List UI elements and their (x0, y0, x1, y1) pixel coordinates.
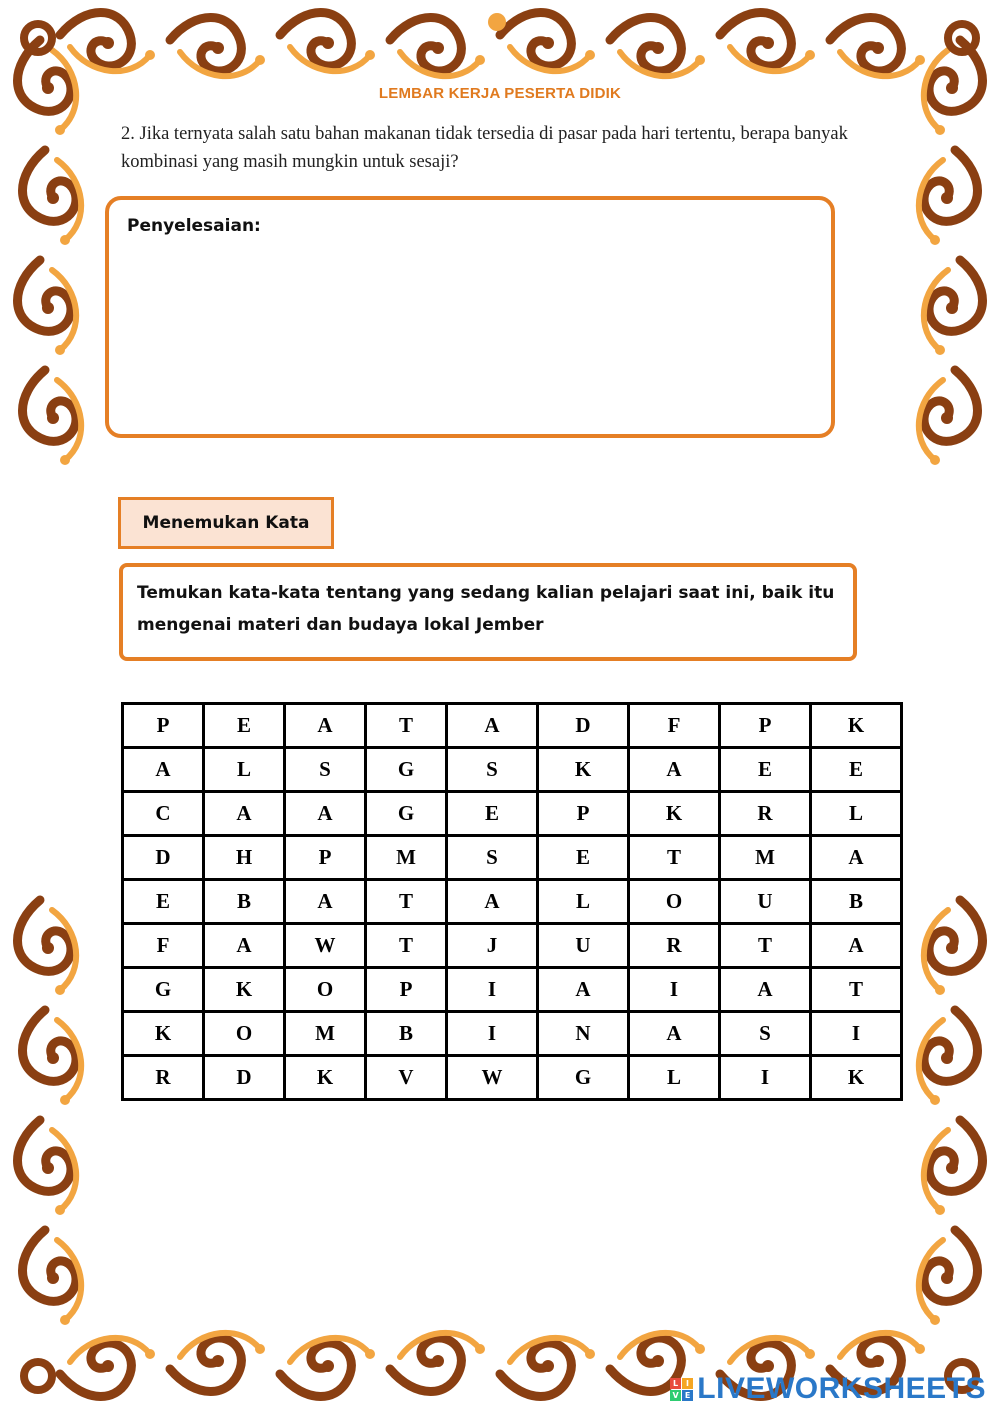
grid-cell[interactable]: K (123, 1012, 204, 1056)
grid-cell[interactable]: E (538, 836, 629, 880)
grid-cell[interactable]: A (538, 968, 629, 1012)
grid-row (123, 792, 902, 836)
grid-row (123, 924, 902, 968)
grid-cell[interactable]: G (366, 792, 447, 836)
worksheet-title: LEMBAR KERJA PESERTA DIDIK (378, 85, 622, 102)
grid-cell[interactable]: A (285, 880, 366, 924)
grid-cell[interactable]: F (123, 924, 204, 968)
grid-cell[interactable]: A (447, 880, 538, 924)
grid-cell[interactable]: E (811, 748, 902, 792)
grid-cell[interactable]: T (366, 924, 447, 968)
grid-cell[interactable]: R (720, 792, 811, 836)
grid-cell[interactable]: P (538, 792, 629, 836)
grid-cell[interactable]: P (285, 836, 366, 880)
grid-cell[interactable]: A (720, 968, 811, 1012)
grid-cell[interactable]: H (204, 836, 285, 880)
grid-cell[interactable]: E (123, 880, 204, 924)
grid-cell[interactable]: G (366, 748, 447, 792)
grid-cell[interactable]: K (204, 968, 285, 1012)
grid-cell[interactable]: A (204, 792, 285, 836)
grid-cell[interactable]: P (720, 704, 811, 748)
grid-row (123, 968, 902, 1012)
logo-square: E (682, 1390, 693, 1401)
grid-cell[interactable]: O (629, 880, 720, 924)
grid-cell[interactable]: A (629, 1012, 720, 1056)
grid-cell[interactable]: L (538, 880, 629, 924)
grid-cell[interactable]: A (811, 836, 902, 880)
grid-cell[interactable]: L (204, 748, 285, 792)
left-border-ornament (18, 40, 82, 1325)
grid-cell[interactable]: S (447, 836, 538, 880)
grid-cell[interactable]: I (447, 968, 538, 1012)
grid-cell[interactable]: T (720, 924, 811, 968)
grid-cell[interactable]: W (285, 924, 366, 968)
grid-cell[interactable]: I (811, 1012, 902, 1056)
grid-cell[interactable]: K (285, 1056, 366, 1100)
liveworksheets-logo-icon (670, 1378, 693, 1401)
grid-cell[interactable]: D (123, 836, 204, 880)
grid-cell[interactable]: M (720, 836, 811, 880)
grid-cell[interactable]: T (811, 968, 902, 1012)
grid-cell[interactable]: G (123, 968, 204, 1012)
logo-square: V (670, 1390, 681, 1401)
grid-row (123, 1012, 902, 1056)
grid-cell[interactable]: M (285, 1012, 366, 1056)
grid-cell[interactable]: P (123, 704, 204, 748)
grid-cell[interactable]: T (629, 836, 720, 880)
grid-cell[interactable]: A (447, 704, 538, 748)
grid-cell[interactable]: T (366, 880, 447, 924)
grid-row (123, 836, 902, 880)
grid-cell[interactable]: B (811, 880, 902, 924)
grid-cell[interactable]: U (538, 924, 629, 968)
grid-cell[interactable]: P (366, 968, 447, 1012)
grid-cell[interactable]: K (538, 748, 629, 792)
section-label-menemukan-kata: Menemukan Kata (118, 497, 334, 549)
grid-cell[interactable]: T (366, 704, 447, 748)
grid-cell[interactable]: A (629, 748, 720, 792)
grid-cell[interactable]: E (447, 792, 538, 836)
grid-cell[interactable]: I (447, 1012, 538, 1056)
grid-cell[interactable]: C (123, 792, 204, 836)
grid-cell[interactable]: K (629, 792, 720, 836)
answer-label: Penyelesaian: (127, 216, 261, 236)
grid-cell[interactable]: I (629, 968, 720, 1012)
grid-cell[interactable]: R (123, 1056, 204, 1100)
grid-cell[interactable]: B (204, 880, 285, 924)
grid-cell[interactable]: A (285, 792, 366, 836)
grid-cell[interactable]: R (629, 924, 720, 968)
grid-cell[interactable]: S (720, 1012, 811, 1056)
grid-cell[interactable]: K (811, 704, 902, 748)
grid-cell[interactable]: L (629, 1056, 720, 1100)
grid-cell[interactable]: F (629, 704, 720, 748)
grid-cell[interactable]: V (366, 1056, 447, 1100)
grid-cell[interactable]: D (538, 704, 629, 748)
grid-cell[interactable]: J (447, 924, 538, 968)
grid-row (123, 880, 902, 924)
grid-cell[interactable]: I (720, 1056, 811, 1100)
grid-cell[interactable]: E (204, 704, 285, 748)
grid-cell[interactable]: A (123, 748, 204, 792)
grid-cell[interactable]: B (366, 1012, 447, 1056)
right-border-ornament (919, 40, 983, 1325)
grid-cell[interactable]: K (811, 1056, 902, 1100)
grid-cell[interactable]: O (285, 968, 366, 1012)
grid-cell[interactable]: L (811, 792, 902, 836)
grid-cell[interactable]: O (204, 1012, 285, 1056)
watermark-text: LIVEWORKSHEETS (697, 1372, 986, 1405)
top-border-ornament (60, 13, 925, 77)
grid-cell[interactable]: G (538, 1056, 629, 1100)
grid-cell[interactable]: A (285, 704, 366, 748)
grid-cell[interactable]: M (366, 836, 447, 880)
liveworksheets-watermark (670, 1372, 986, 1406)
question-text: 2. Jika ternyata salah satu bahan makanan tidak tersedia di pasar pada hari tertentu, berapa banyak kombinasi yang masih mungkin untuk sesaji? (121, 124, 848, 172)
grid-row (123, 704, 902, 748)
grid-cell[interactable]: A (204, 924, 285, 968)
word-search-grid (121, 702, 903, 1101)
grid-row (123, 1056, 902, 1100)
grid-cell[interactable]: W (447, 1056, 538, 1100)
grid-cell[interactable]: D (204, 1056, 285, 1100)
grid-cell[interactable]: S (285, 748, 366, 792)
grid-cell[interactable]: S (447, 748, 538, 792)
grid-cell[interactable]: E (720, 748, 811, 792)
instruction-box: Temukan kata-kata tentang yang sedang kalian pelajari saat ini, baik itu mengenai materi dan budaya lokal Jember (119, 563, 857, 661)
logo-square: L (670, 1378, 681, 1389)
grid-cell[interactable]: U (720, 880, 811, 924)
grid-cell[interactable]: A (811, 924, 902, 968)
answer-box[interactable] (105, 196, 835, 438)
grid-cell[interactable]: N (538, 1012, 629, 1056)
logo-square: I (682, 1378, 693, 1389)
grid-row (123, 748, 902, 792)
